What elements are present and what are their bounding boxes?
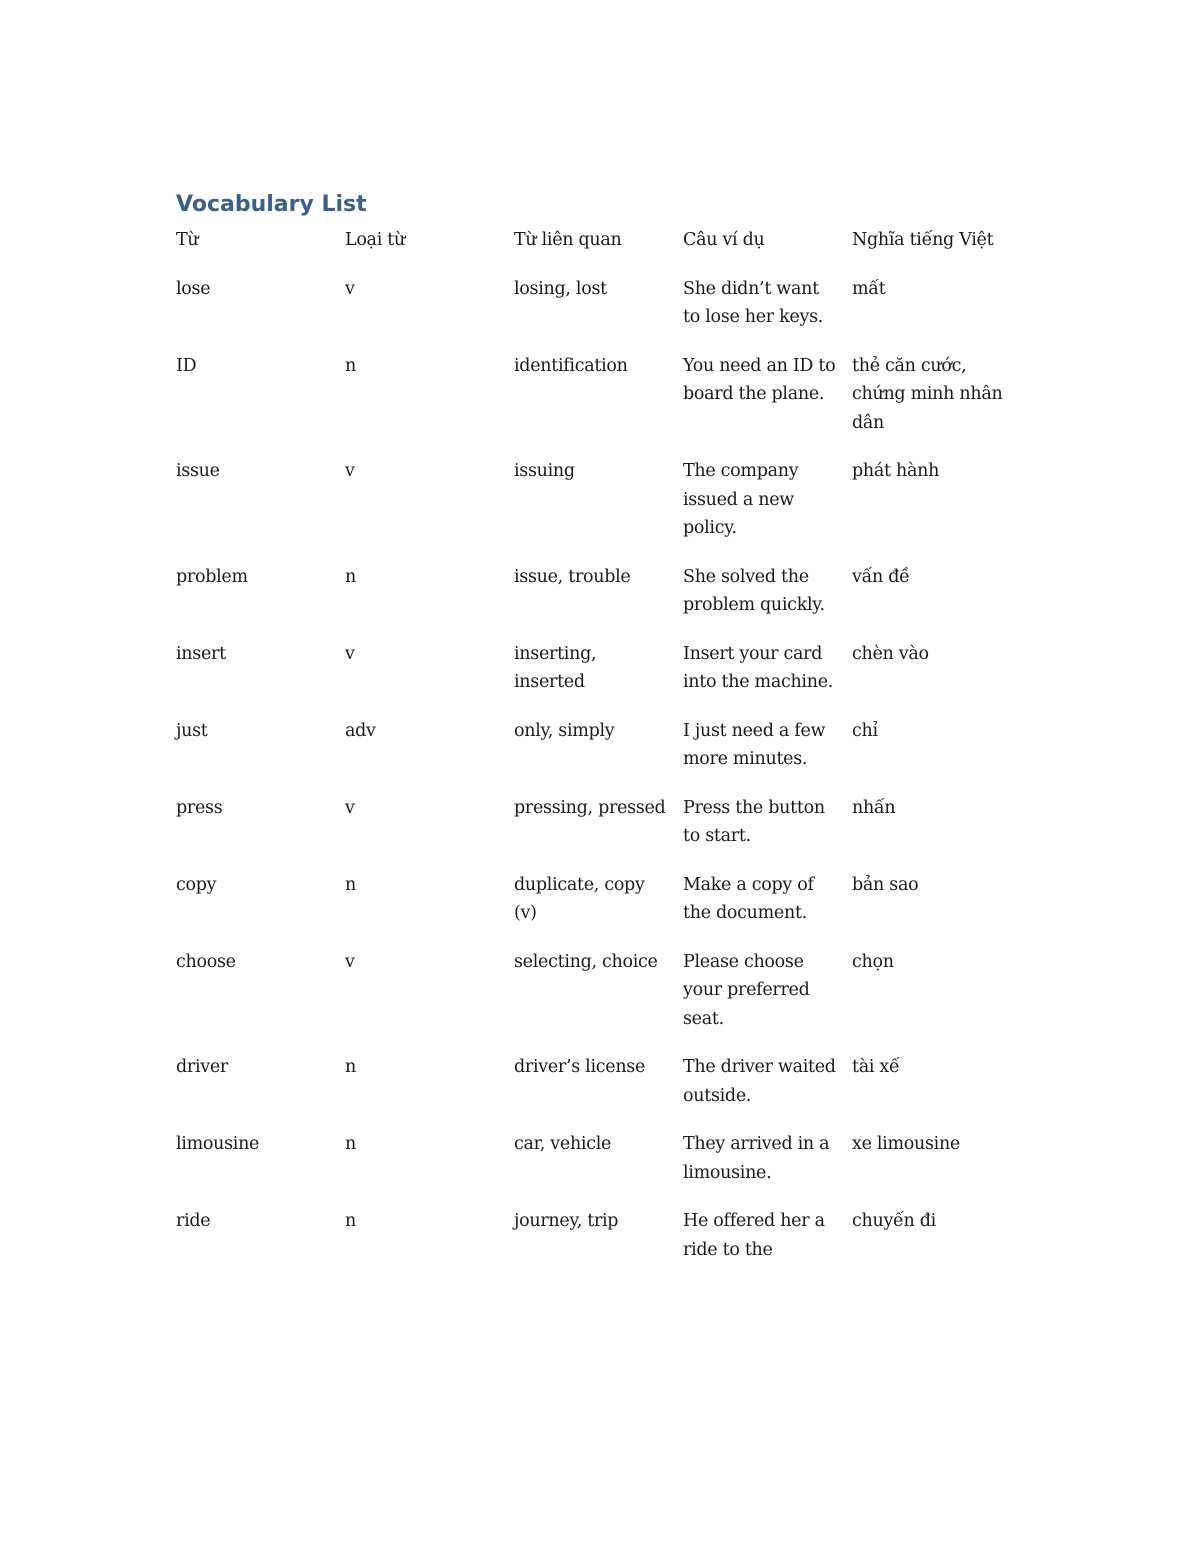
cell-part-of-speech: n — [345, 355, 356, 376]
cell-vietnamese-meaning: mất — [852, 278, 886, 299]
cell-related-words: identification — [514, 355, 628, 376]
table-row — [170, 871, 1020, 948]
cell-part-of-speech: n — [345, 1057, 356, 1077]
column-header-vietnamese-meaning: Nghĩa tiếng Việt — [852, 230, 994, 250]
cell-word: limousine — [176, 1134, 260, 1154]
cell-part-of-speech: v — [345, 951, 355, 972]
table-row — [170, 1053, 1020, 1130]
cell-example-sentence: You need an ID to board the plane. — [683, 355, 836, 404]
cell-part-of-speech: v — [345, 643, 355, 664]
table-row — [170, 352, 1020, 458]
cell-example-sentence: Make a copy of the document. — [683, 874, 814, 923]
cell-vietnamese-meaning: nhấn — [852, 797, 896, 818]
cell-word: lose — [176, 278, 211, 299]
cell-word: press — [176, 797, 223, 818]
cell-related-words: journey, trip — [514, 1211, 619, 1231]
column-header-part-of-speech: Loại từ — [345, 230, 405, 250]
cell-related-words: car, vehicle — [514, 1134, 612, 1154]
cell-part-of-speech: n — [345, 874, 356, 895]
cell-part-of-speech: v — [345, 461, 355, 481]
cell-related-words: issue, trouble — [514, 566, 631, 587]
cell-word: copy — [176, 874, 217, 895]
cell-example-sentence: I just need a few more minutes. — [683, 720, 826, 769]
cell-example-sentence: Press the button to start. — [683, 797, 825, 846]
cell-word: ID — [176, 355, 197, 376]
cell-related-words: inserting, inserted — [514, 643, 597, 692]
cell-vietnamese-meaning: vấn đề — [852, 566, 910, 587]
cell-vietnamese-meaning: phát hành — [852, 461, 940, 481]
table-header-row — [170, 226, 1020, 275]
cell-example-sentence: She didn’t want to lose her keys. — [683, 278, 824, 327]
cell-vietnamese-meaning: chọn — [852, 951, 894, 972]
table-row — [170, 640, 1020, 717]
cell-example-sentence: The driver waited outside. — [683, 1057, 836, 1106]
cell-example-sentence: Please choose your preferred seat. — [683, 951, 810, 1029]
cell-part-of-speech: adv — [345, 720, 376, 741]
table-row — [170, 717, 1020, 794]
cell-word: driver — [176, 1057, 228, 1077]
column-header-example-sentence: Câu ví dụ — [683, 230, 765, 250]
cell-vietnamese-meaning: tài xế — [852, 1057, 900, 1077]
cell-part-of-speech: n — [345, 1211, 356, 1231]
table-row — [170, 794, 1020, 871]
cell-example-sentence: She solved the problem quickly. — [683, 566, 825, 615]
cell-vietnamese-meaning: xe limousine — [852, 1134, 960, 1154]
cell-word: problem — [176, 566, 248, 587]
document-title: Vocabulary List — [176, 192, 367, 217]
cell-related-words: duplicate, copy (v) — [514, 874, 645, 923]
cell-word: just — [176, 720, 208, 741]
cell-part-of-speech: n — [345, 1134, 356, 1154]
cell-vietnamese-meaning: chèn vào — [852, 643, 929, 664]
vocabulary-table — [170, 226, 1020, 1284]
cell-related-words: losing, lost — [514, 278, 607, 299]
cell-related-words: pressing, pressed — [514, 797, 666, 818]
cell-example-sentence: The company issued a new policy. — [683, 461, 799, 538]
table-row — [170, 1130, 1020, 1207]
table-row — [170, 1207, 1020, 1284]
column-header-word: Từ — [176, 230, 199, 250]
cell-part-of-speech: n — [345, 566, 356, 587]
cell-example-sentence: They arrived in a limousine. — [683, 1134, 830, 1183]
cell-example-sentence: Insert your card into the machine. — [683, 643, 834, 692]
cell-vietnamese-meaning: thẻ căn cước, chứng minh nhân dân — [852, 355, 1003, 433]
cell-word: insert — [176, 643, 226, 664]
cell-related-words: driver’s license — [514, 1057, 646, 1077]
table-row — [170, 948, 1020, 1054]
cell-example-sentence: He offered her a ride to the — [683, 1211, 825, 1260]
table-row — [170, 457, 1020, 563]
cell-vietnamese-meaning: bản sao — [852, 874, 919, 895]
cell-vietnamese-meaning: chỉ — [852, 720, 878, 741]
cell-part-of-speech: v — [345, 278, 355, 299]
cell-word: issue — [176, 461, 220, 481]
cell-related-words: selecting, choice — [514, 951, 658, 972]
cell-word: ride — [176, 1211, 211, 1231]
cell-part-of-speech: v — [345, 797, 355, 818]
column-header-related-words: Từ liên quan — [514, 230, 622, 250]
cell-related-words: only, simply — [514, 720, 615, 741]
cell-vietnamese-meaning: chuyến đi — [852, 1211, 936, 1231]
cell-related-words: issuing — [514, 461, 575, 481]
table-row — [170, 275, 1020, 352]
table-row — [170, 563, 1020, 640]
cell-word: choose — [176, 951, 236, 972]
